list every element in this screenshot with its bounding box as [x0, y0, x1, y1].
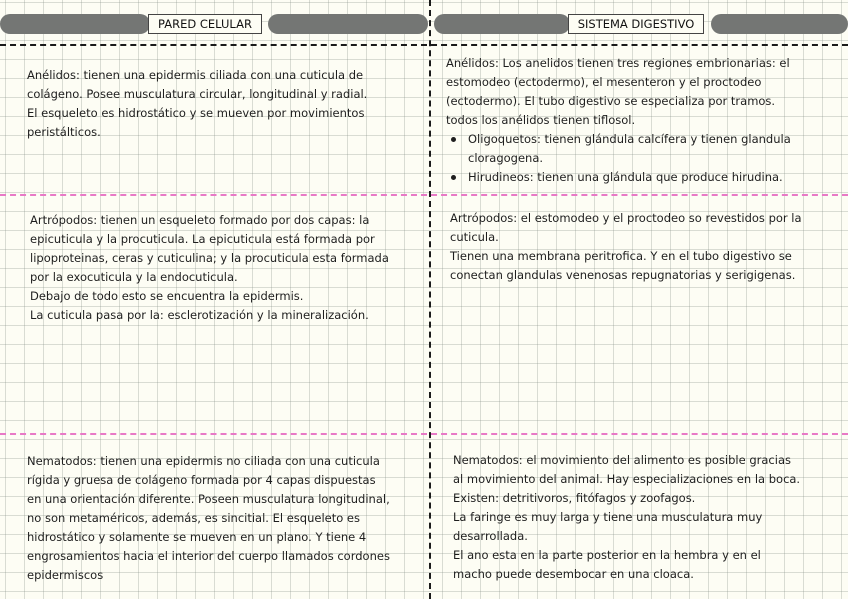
pared-anelidos-line: Anélidos: tienen una epidermis ciliada con una cuticula de: [27, 68, 364, 82]
pared-artropodos-line: Artrópodos: tienen un esqueleto formado por dos capas: la: [30, 213, 370, 227]
header-title-sistema-digestivo: SISTEMA DIGESTIVO: [568, 14, 704, 34]
row-divider-1: [0, 194, 848, 196]
pared-anelidos-line: colágeno. Posee musculatura circular, longitudinal y radial.: [27, 87, 368, 101]
pared-nematodos: [27, 452, 390, 585]
digestivo-anelidos-bullets: [446, 130, 791, 149]
column-divider: [429, 0, 431, 599]
header-divider: [0, 44, 848, 46]
digestivo-anelidos-continuation: cloragogena.: [468, 151, 544, 165]
pared-artropodos-line: por la exocuticula y la endocuticula.: [30, 270, 238, 284]
pared-nematodos-line: hidrostático y solamente se mueven en un plano. Y tiene 4: [27, 530, 367, 544]
pared-artropodos-line: La cuticula pasa por la: esclerotización y la mineralización.: [30, 308, 369, 322]
pared-nematodos-line: engrosamientos hacia el interior del cuerpo llamados cordones: [27, 549, 390, 563]
digestivo-artropodos: [450, 209, 802, 285]
bullet-text: Hirudineos: tienen una glándula que produce hirudina.: [468, 170, 783, 184]
bullet-item-oligoquetos: [468, 130, 791, 149]
header-pill-left-1: [0, 14, 150, 34]
header-title-pared-celular: PARED CELULAR: [148, 14, 262, 34]
digestivo-nematodos-line: El ano esta en la parte posterior en la hembra y en el: [453, 548, 761, 562]
header-pill-right-2: [711, 14, 848, 34]
digestivo-anelidos: [446, 54, 791, 187]
header-pill-left-2: [268, 14, 428, 34]
digestivo-anelidos-line: Anélidos: Los anelidos tienen tres regiones embrionarias: el: [446, 56, 790, 70]
digestivo-nematodos-line: desarrollada.: [453, 529, 528, 543]
pared-nematodos-line: no son metaméricos, además, es sincitial. El esqueleto es: [27, 511, 360, 525]
pared-artropodos: [30, 211, 389, 325]
pared-artropodos-line: Debajo de todo esto se encuentra la epidermis.: [30, 289, 304, 303]
pared-anelidos-line: peristálticos.: [27, 125, 101, 139]
digestivo-anelidos-line: todos los anélidos tienen tiflosol.: [446, 113, 636, 127]
digestivo-artropodos-line: cuticula.: [450, 230, 499, 244]
pared-anelidos: [27, 66, 367, 142]
pared-anelidos-line: El esqueleto es hidrostático y se mueven por movimientos: [27, 106, 365, 120]
digestivo-anelidos-bullets-2: [446, 168, 791, 187]
header-pill-right-1: [434, 14, 570, 34]
pared-nematodos-line: en una orientación diferente. Poseen musculatura longitudinal,: [27, 492, 390, 506]
pared-nematodos-line: Nematodos: tienen una epidermis no ciliada con una cuticula: [27, 454, 380, 468]
bullet-item-hirudineos: [468, 168, 791, 187]
digestivo-nematodos-line: macho puede desembocar en una cloaca.: [453, 567, 694, 581]
digestivo-nematodos: [453, 451, 800, 584]
digestivo-nematodos-line: Existen: detritivoros, fitófagos y zoofagos.: [453, 491, 696, 505]
digestivo-artropodos-line: Artrópodos: el estomodeo y el proctodeo so revestidos por la: [450, 211, 802, 225]
pared-artropodos-line: epicuticula y la procuticula. La epicuticula está formada por: [30, 232, 375, 246]
digestivo-artropodos-line: Tienen una membrana peritrofica. Y en el tubo digestivo se: [450, 249, 792, 263]
pared-nematodos-line: rígida y gruesa de colágeno formada por 4 capas dispuestas: [27, 473, 376, 487]
digestivo-anelidos-line: (ectodermo). El tubo digestivo se especializa por tramos.: [446, 94, 776, 108]
digestivo-anelidos-line: estomodeo (ectodermo), el mesenteron y el proctodeo: [446, 75, 762, 89]
digestivo-nematodos-line: al movimiento del animal. Hay especializaciones en la boca.: [453, 472, 801, 486]
digestivo-artropodos-line: conectan glandulas venenosas repugnatorias y serigigenas.: [450, 268, 796, 282]
row-divider-2: [0, 433, 848, 435]
digestivo-nematodos-line: Nematodos: el movimiento del alimento es posible gracias: [453, 453, 791, 467]
pared-nematodos-line: epidermiscos: [27, 568, 104, 582]
bullet-text: Oligoquetos: tienen glándula calcífera y tienen glandula: [468, 132, 791, 146]
digestivo-nematodos-line: La faringe es muy larga y tiene una musculatura muy: [453, 510, 763, 524]
pared-artropodos-line: lipoproteinas, ceras y cuticulina; y la procuticula esta formada: [30, 251, 389, 265]
